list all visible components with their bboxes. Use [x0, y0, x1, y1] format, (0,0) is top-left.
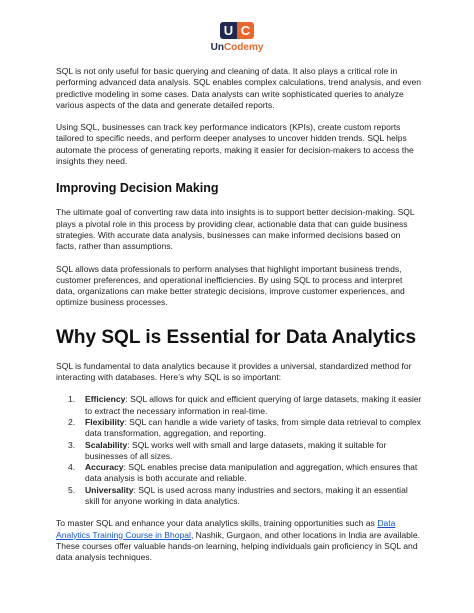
list-item-text: : SQL can handle a wide variety of tasks, from simple data retrieval to complex data transformation, aggregation, and reporting. [85, 416, 422, 439]
list-item-number: 4. [68, 462, 76, 473]
reasons-list [56, 394, 422, 507]
list-item-number: 3. [68, 439, 76, 450]
essential-intro-paragraph: SQL is fundamental to data analytics because it provides a universal, standardized method for interacting with databases. Here’s why SQL is so important: [56, 360, 412, 383]
list-item-term: Flexibility [85, 416, 125, 427]
list-item-text: : SQL enables precise data manipulation and aggregation, which ensures that data analysis is both accurate and reliable. [85, 462, 418, 484]
list-item-text: : SQL allows for quick and efficient querying of large datasets, making it easier to extract the necessary information in real-time. [85, 394, 422, 416]
list-item [68, 394, 422, 417]
list-item [68, 417, 422, 440]
essential-heading: Why SQL is Essential for Data Analytics [56, 326, 417, 348]
list-item-number: 5. [68, 484, 76, 495]
intro-paragraph-1: SQL is not only useful for basic querying and cleaning of data. It also plays a critical role in performing advanced data analysis. SQL enables complex calculations, trend analysis, and even predictive modeling in some cases. Data analysts can write sophisticated queries to analyze various aspects of the data and generate detailed reports. [56, 66, 422, 110]
list-item-term: Accuracy [85, 462, 124, 473]
logo-wordmark-un: Un [210, 42, 224, 53]
list-item-term: Scalability [85, 439, 128, 450]
training-course-link[interactable]: Data Analytics Training Course in Bhopal [56, 518, 396, 540]
logo-wordmark [0, 42, 474, 53]
list-item-number: 1. [68, 394, 76, 405]
logo-wordmark-codemy: Codemy [223, 42, 264, 53]
decision-making-heading: Improving Decision Making [56, 181, 219, 196]
list-item-text: : SQL is used across many industries and sectors, making it an essential skill for anyone working in data analytics. [85, 484, 408, 507]
list-item-term: Efficiency [85, 394, 126, 405]
list-item [68, 440, 422, 463]
uncodemy-logo [0, 22, 474, 53]
decision-paragraph-2: SQL allows data professionals to perform analyses that highlight important business trends, customer preferences, and operational inefficiencies. By using SQL to process and interpret data, organizations can make better strategic decisions, improve customer experiences, and optimize business processes. [56, 263, 405, 308]
logo-letter-u: U [220, 22, 237, 39]
list-item-number: 2. [68, 416, 76, 427]
list-item-term: Universality [85, 484, 134, 495]
closing-text-before: To master SQL and enhance your data analytics skills, training opportunities such as [56, 518, 378, 529]
list-item-text: : SQL works well with small and large datasets, making it suitable for businesses of all sizes. [85, 439, 387, 461]
logo-badge-icon [220, 22, 254, 39]
intro-paragraph-2: Using SQL, businesses can track key performance indicators (KPIs), create custom reports tailored to specific needs, and perform deeper analyses to uncover hidden trends. SQL helps automate the process of generating reports, making it easier for decision-makers to access the insights they need. [56, 122, 414, 167]
list-item [68, 462, 422, 485]
document-body [56, 66, 422, 575]
list-item [68, 485, 422, 508]
closing-text-after: , Nashik, Gurgaon, and other locations in India are available. These courses offer valuable hands-on learning, helping individuals gain proficiency in SQL and data analysis techniques. [56, 529, 420, 563]
logo-letter-c: C [237, 22, 254, 39]
decision-paragraph-1: The ultimate goal of converting raw data into insights is to support better decision-making. SQL plays a pivotal role in this process by providing clear, actionable data that can guide business strategies. With accurate data analysis, businesses can make informed decisions based on facts, rather than assumptions. [56, 207, 415, 252]
closing-paragraph [56, 518, 422, 563]
